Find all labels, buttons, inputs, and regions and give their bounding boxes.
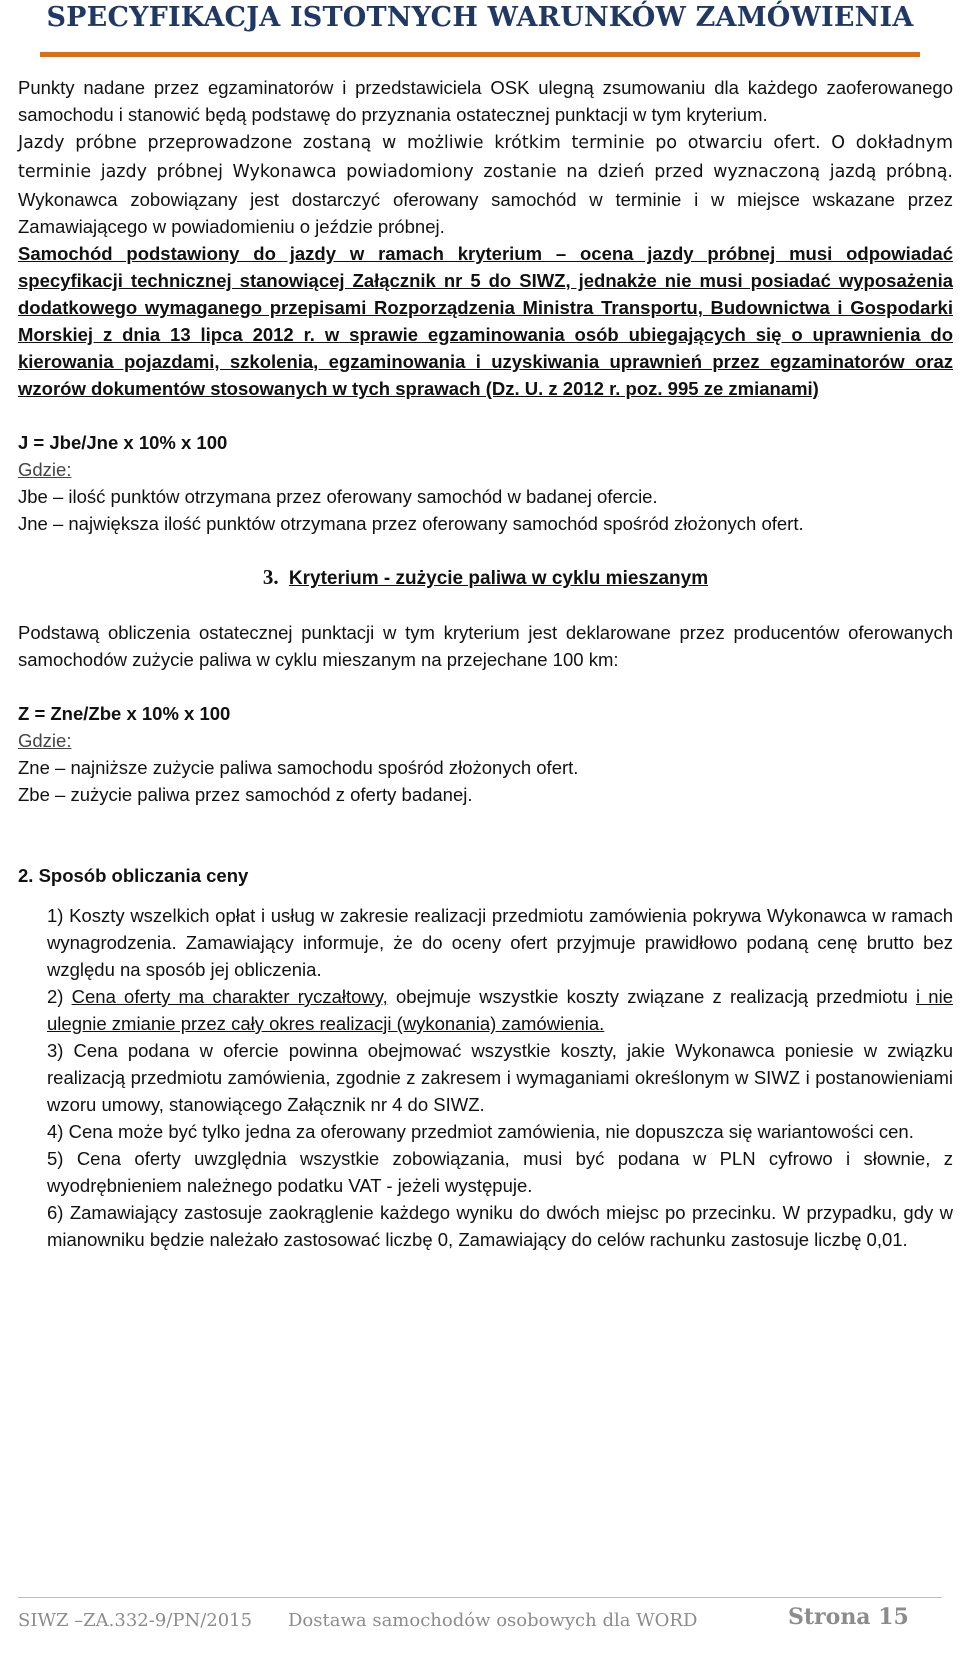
page-header-title: SPECYFIKACJA ISTOTNYCH WARUNKÓW ZAMÓWIENIA bbox=[46, 2, 914, 33]
item-2-underlined-b: i nie ulegnie zmianie przez cały okres realizacji (wykonania) zamówienia. bbox=[47, 986, 953, 1034]
paragraph-delivery-text: Wykonawca zobowiązany jest dostarczyć oferowany samochód w terminie i w miejsce wskazane przez Zamawiającego w powiadomieniu o jeździe próbnej. bbox=[18, 189, 953, 237]
section-3-number: 3. bbox=[262, 565, 279, 589]
section-3-title: Kryterium - zużycie paliwa w cyklu mieszanym bbox=[288, 568, 709, 589]
list-item: 6) Zamawiający zastosuje zaokrąglenie każdego wyniku do dwóch miejsc po przecinku. W przypadku, gdy w mianowniku będzie należało zastosować liczbę 0, Zamawiający do celów rachunku zastosuje liczbę 0,01. bbox=[47, 1202, 953, 1250]
list-item: 3) Cena podana w ofercie powinna obejmować wszystkie koszty, jakie Wykonawca poniesie w związku realizacją przedmiotu zamówienia, zgodnie z zakresem i wymaganiami określonym w SIWZ i postanowieniami wzoru umowy, stanowiącego Załącznik nr 4 do SIWZ. bbox=[47, 1040, 953, 1115]
footer-rule bbox=[18, 1597, 942, 1598]
paragraph-test-drives-text: Jazdy próbne przeprowadzone zostaną w możliwie krótkim terminie po otwarciu ofert. O dokładnym terminie jazdy próbnej Wykonawca powiadomiony zostanie na dzień przed wyznaczoną jazdą próbną. bbox=[18, 133, 953, 182]
formula-fuel: Z = Zne/Zbe x 10% x 100 bbox=[18, 703, 231, 724]
paragraph-points-summary: Punkty nadane przez egzaminatorów i przedstawiciela OSK ulegną zsumowaniu dla każdego zaoferowanego samochodu i stanowić będą podstawę do przyznania ostatecznej punktacji w tym kryterium. bbox=[18, 77, 953, 125]
price-rules-list bbox=[47, 902, 953, 1253]
section-3-heading bbox=[18, 564, 953, 592]
definition-jbe: Jbe – ilość punktów otrzymana przez oferowany samochód w badanej ofercie. bbox=[18, 486, 658, 507]
formula-test-drive: J = Jbe/Jne x 10% x 100 bbox=[18, 432, 228, 453]
where-label-1: Gdzie: bbox=[18, 459, 72, 480]
paragraph-fuel-basis: Podstawą obliczenia ostatecznej punktacji w tym kryterium jest deklarowane przez producentów oferowanych samochodów zużycie paliwa w cyklu mieszanym na przejechane 100 km: bbox=[18, 622, 953, 670]
list-item: 5) Cena oferty uwzględnia wszystkie zobowiązania, musi być podana w PLN cyfrowo i słownie, z wyodrębnieniem należnego podatku VAT - jeżeli występuje. bbox=[47, 1148, 953, 1196]
definition-zbe: Zbe – zużycie paliwa przez samochód z oferty badanej. bbox=[18, 784, 473, 805]
footer-page-number: Strona 15 bbox=[788, 1604, 909, 1630]
definition-jne: Jne – największa ilość punktów otrzymana przez oferowany samochód spośród złożonych ofert. bbox=[18, 513, 804, 534]
footer-subject: Dostawa samochodów osobowych dla WORD bbox=[288, 1610, 698, 1631]
header-rule bbox=[40, 52, 920, 57]
item-2-middle: obejmuje wszystkie koszty związane z realizacją przedmiotu bbox=[387, 986, 916, 1007]
where-label-2: Gdzie: bbox=[18, 730, 72, 751]
paragraph-vehicle-requirements: Samochód podstawiony do jazdy w ramach kryterium – ocena jazdy próbnej musi odpowiadać specyfikacji technicznej stanowiącej Załącznik nr 5 do SIWZ, jednakże nie musi posiadać wyposażenia dodatkowego wymaganego przepisami Rozporządzenia Ministra Transportu, Budownictwa i Gospodarki Morskiej z dnia 13 lipca 2012 r. w sprawie egzaminowania osób ubiegających się o uprawnienia do kierowania pojazdami, szkolenia, egzaminowania i uzyskiwania uprawnień przez egzaminatorów oraz wzorów dokumentów stosowanych w tych sprawach (Dz. U. z 2012 r. poz. 995 ze zmianami) bbox=[18, 243, 953, 399]
document-body bbox=[18, 74, 953, 1253]
list-item: 4) Cena może być tylko jedna za oferowany przedmiot zamówienia, nie dopuszcza się wariantowości cen. bbox=[47, 1121, 914, 1142]
definition-zne: Zne – najniższe zużycie paliwa samochodu spośród złożonych ofert. bbox=[18, 757, 579, 778]
list-item: 1) Koszty wszelkich opłat i usług w zakresie realizacji przedmiotu zamówienia pokrywa Wykonawca w ramach wynagrodzenia. Zamawiający informuje, że do oceny ofert przyjmuje prawidłowo podaną cenę brutto bez względu na sposób jej obliczenia. bbox=[47, 905, 953, 980]
item-2-underlined-a: Cena oferty ma charakter ryczałtowy, bbox=[71, 986, 388, 1007]
item-2-prefix: 2) bbox=[47, 986, 72, 1007]
paragraph-test-drives bbox=[18, 128, 953, 240]
section-2-title: 2. Sposób obliczania ceny bbox=[18, 865, 249, 886]
footer-reference: SIWZ –ZA.332-9/PN/2015 bbox=[18, 1610, 253, 1631]
list-item bbox=[47, 983, 953, 1037]
